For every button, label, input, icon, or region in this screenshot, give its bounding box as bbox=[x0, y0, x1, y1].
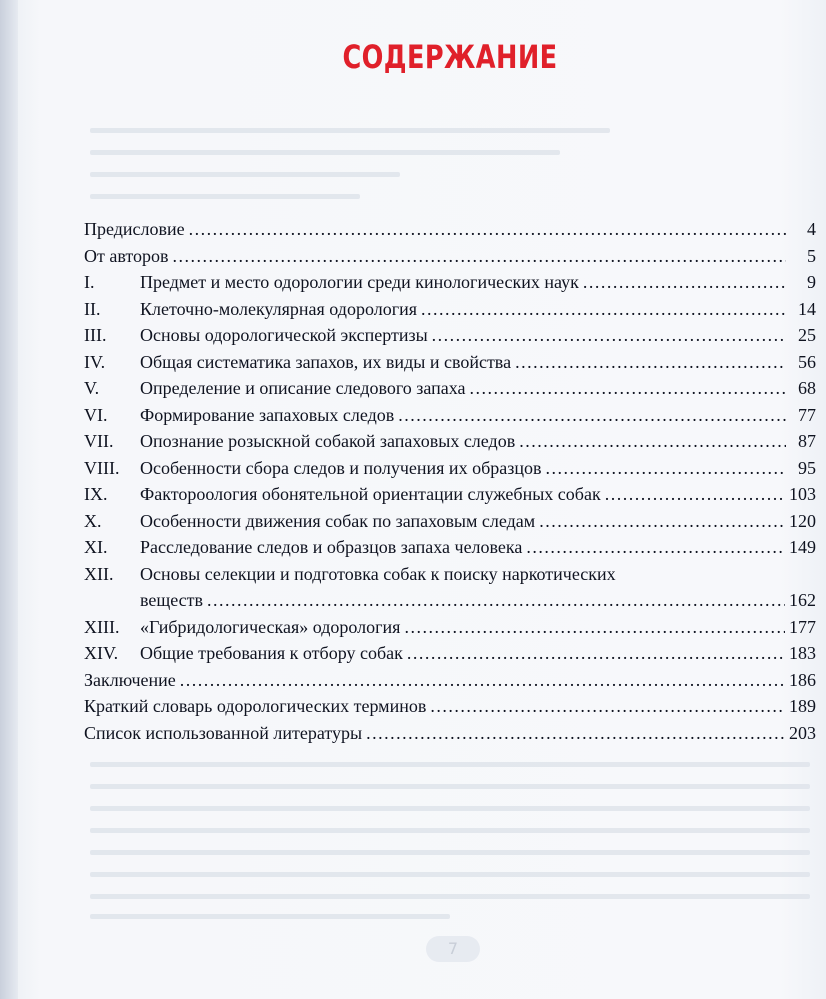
show-through-line bbox=[90, 806, 810, 811]
toc-entry-title: «Гибридологическая» одорология bbox=[140, 616, 401, 637]
toc-entry bbox=[84, 455, 816, 482]
toc-entry bbox=[84, 614, 816, 641]
toc-entry-page: 5 bbox=[807, 245, 816, 266]
toc-entry-title: От авторов bbox=[84, 245, 169, 266]
toc-entry-title: Основы одорологической экспертизы bbox=[140, 325, 428, 345]
toc-entry bbox=[84, 269, 816, 296]
show-through-line bbox=[90, 914, 450, 919]
page-spine bbox=[0, 0, 18, 999]
show-through-line bbox=[90, 784, 810, 789]
chapter-number: XI. bbox=[84, 537, 108, 557]
toc-entry-title: Расследование следов и образцов запаха человека bbox=[140, 537, 523, 557]
toc-entry bbox=[84, 720, 816, 747]
toc-entry bbox=[84, 481, 816, 508]
chapter-number: VII. bbox=[84, 431, 114, 451]
toc-entry-title: Общие требования к отбору собак bbox=[140, 643, 403, 663]
toc-entry bbox=[84, 534, 816, 561]
table-of-contents bbox=[84, 216, 816, 746]
toc-entry-page: 25 bbox=[798, 325, 816, 345]
toc-entry bbox=[84, 322, 816, 349]
dot-leader bbox=[539, 508, 785, 535]
show-through-line bbox=[90, 850, 810, 855]
show-through-line bbox=[90, 872, 810, 877]
toc-entry bbox=[84, 667, 816, 694]
toc-entry-title: Фактороология обонятельной ориентации служебных собак bbox=[140, 484, 601, 504]
toc-entry-title: Основы селекции и подготовка собак к поиску наркотических bbox=[140, 563, 616, 584]
dot-leader bbox=[173, 243, 786, 270]
toc-entry-page: 203 bbox=[789, 722, 816, 743]
dot-leader bbox=[519, 428, 786, 455]
dot-leader bbox=[545, 455, 786, 482]
dot-leader bbox=[189, 216, 786, 243]
toc-entry bbox=[84, 508, 816, 535]
chapter-number: V. bbox=[84, 378, 100, 398]
toc-entry bbox=[84, 375, 816, 402]
toc-entry bbox=[84, 243, 816, 270]
toc-entry-title: Клеточно-молекулярная одорология bbox=[140, 298, 417, 319]
show-through-line bbox=[90, 150, 560, 155]
toc-entry-title: Краткий словарь одорологических терминов bbox=[84, 696, 427, 716]
toc-entry-page: 186 bbox=[789, 669, 816, 690]
toc-entry bbox=[84, 561, 816, 614]
toc-entry-title: Предмет и место одорологии среди кинологических наук bbox=[140, 272, 579, 292]
chapter-number: IV. bbox=[84, 351, 106, 372]
toc-entry bbox=[84, 640, 816, 667]
chapter-number: VIII. bbox=[84, 457, 120, 478]
toc-entry bbox=[84, 402, 816, 429]
dot-leader bbox=[207, 587, 785, 614]
show-through-line bbox=[90, 894, 810, 899]
toc-entry-title: Опознание розыскной собакой запаховых следов bbox=[140, 431, 516, 451]
toc-entry-title: Заключение bbox=[84, 669, 176, 690]
toc-entry-page: 177 bbox=[789, 616, 816, 637]
toc-entry-page: 68 bbox=[798, 378, 816, 398]
toc-entry bbox=[84, 693, 816, 720]
dot-leader bbox=[526, 534, 785, 561]
toc-entry-title: Список использованной литературы bbox=[84, 722, 363, 743]
toc-entry-page: 189 bbox=[789, 696, 816, 716]
toc-entry bbox=[84, 296, 816, 323]
toc-entry-page: 149 bbox=[789, 537, 816, 557]
show-through-line bbox=[90, 194, 360, 199]
chapter-number: VI. bbox=[84, 404, 108, 425]
show-through-line bbox=[90, 762, 810, 767]
dot-leader bbox=[583, 269, 786, 296]
toc-entry-page: 56 bbox=[798, 351, 816, 372]
toc-entry-page: 87 bbox=[798, 431, 816, 451]
toc-entry bbox=[84, 349, 816, 376]
chapter-number: IX. bbox=[84, 484, 108, 504]
page-title: СОДЕРЖАНИЕ bbox=[342, 38, 558, 76]
toc-entry-page: 162 bbox=[789, 590, 816, 610]
dot-leader bbox=[366, 720, 785, 747]
dot-leader bbox=[430, 693, 785, 720]
chapter-number: III. bbox=[84, 325, 107, 345]
chapter-number: I. bbox=[84, 272, 95, 292]
page-number: 7 bbox=[426, 936, 480, 962]
dot-leader bbox=[515, 349, 786, 376]
show-through-line bbox=[90, 128, 610, 133]
chapter-number: II. bbox=[84, 298, 101, 319]
toc-entry-title: Формирование запаховых следов bbox=[140, 404, 395, 425]
toc-entry-page: 183 bbox=[789, 643, 816, 663]
toc-entry-page: 14 bbox=[798, 298, 816, 319]
chapter-number: XIV. bbox=[84, 643, 119, 663]
toc-entry-page: 77 bbox=[798, 404, 816, 425]
chapter-number: X. bbox=[84, 510, 102, 531]
toc-entry bbox=[84, 216, 816, 243]
dot-leader bbox=[605, 481, 785, 508]
toc-entry-title: Особенности сбора следов и получения их образцов bbox=[140, 457, 542, 478]
toc-entry-page: 120 bbox=[789, 510, 816, 531]
chapter-number: XII. bbox=[84, 563, 114, 584]
toc-entry-title-continued: веществ bbox=[140, 590, 204, 610]
dot-leader bbox=[404, 614, 785, 641]
toc-entry-title: Общая систематика запахов, их виды и свойства bbox=[140, 351, 512, 372]
toc-entry-page: 9 bbox=[807, 272, 816, 292]
toc-entry bbox=[84, 428, 816, 455]
toc-entry-title: Особенности движения собак по запаховым следам bbox=[140, 510, 536, 531]
toc-entry-page: 103 bbox=[789, 484, 816, 504]
dot-leader bbox=[421, 296, 786, 323]
dot-leader bbox=[180, 667, 785, 694]
chapter-number: XIII. bbox=[84, 616, 120, 637]
dot-leader bbox=[470, 375, 786, 402]
toc-entry-page: 95 bbox=[798, 457, 816, 478]
toc-entry-page: 4 bbox=[807, 219, 816, 239]
show-through-line bbox=[90, 828, 810, 833]
toc-entry-title: Определение и описание следового запаха bbox=[140, 378, 466, 398]
show-through-line bbox=[90, 172, 400, 177]
toc-entry-title: Предисловие bbox=[84, 219, 185, 239]
dot-leader bbox=[398, 402, 786, 429]
dot-leader bbox=[432, 322, 786, 349]
dot-leader bbox=[407, 640, 785, 667]
